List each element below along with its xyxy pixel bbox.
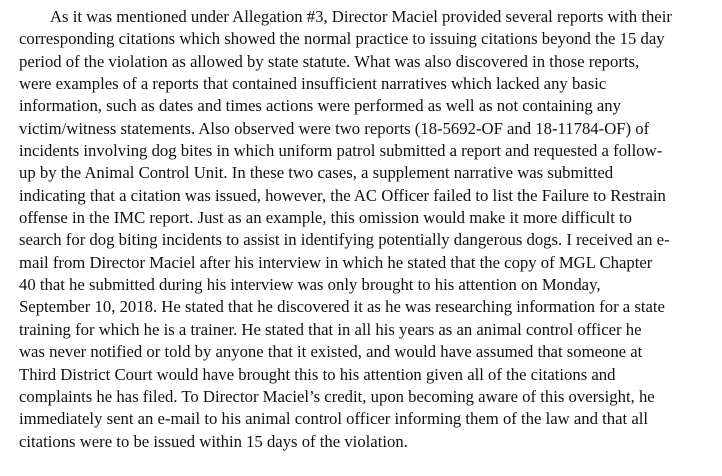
paragraph-line-5: information, such as dates and times actions were performed as well as not containing any <box>19 96 621 116</box>
paragraph-line-9: indicating that a citation was issued, however, the AC Officer failed to list the Failure to Restrain <box>19 185 666 205</box>
paragraph-line-7: incidents involving dog bites in which uniform patrol submitted a report and requested a follow- <box>19 141 663 161</box>
paragraph-line-1: As it was mentioned under Allegation #3, Director Maciel provided several reports with their <box>50 7 672 26</box>
paragraph-line-14: September 10, 2018. He stated that he discovered it as he was researching information for a state <box>19 297 665 317</box>
body-paragraph <box>19 6 718 453</box>
paragraph-line-20: citations were to be issued within 15 days of the violation. <box>19 431 408 451</box>
paragraph-line-2: corresponding citations which showed the normal practice to issuing citations beyond the 15 day <box>19 29 665 49</box>
paragraph-line-11: search for dog biting incidents to assist in identifying potentially dangerous dogs. I received an e- <box>19 230 670 250</box>
paragraph-line-3: period of the violation as allowed by state statute. What was also discovered in those reports, <box>19 51 640 71</box>
paragraph-line-6: victim/witness statements. Also observed were two reports (18-5692-OF and 18-11784-OF) of <box>19 118 650 138</box>
paragraph-line-4: were examples of a reports that contained insufficient narratives which lacked any basic <box>19 74 607 94</box>
paragraph-line-15: training for which he is a trainer. He stated that in all his years as an animal control officer he <box>19 319 642 339</box>
paragraph-line-17: Third District Court would have brought this to his attention given all of the citations and <box>19 364 616 384</box>
paragraph-line-16: was never notified or told by anyone that it existed, and would have assumed that someone at <box>19 342 643 362</box>
paragraph-line-19: immediately sent an e-mail to his animal control officer informing them of the law and that all <box>19 409 648 429</box>
paragraph-line-13: 40 that he submitted during his interview was only brought to his attention on Monday, <box>19 275 601 295</box>
paragraph-line-10: offense in the IMC report. Just as an example, this omission would make it more difficult to <box>19 208 633 228</box>
paragraph-line-12: mail from Director Maciel after his interview in which he stated that the copy of MGL Chapter <box>19 252 653 272</box>
paragraph-line-8: up by the Animal Control Unit. In these two cases, a supplement narrative was submitted <box>19 163 614 183</box>
paragraph-line-18: complaints he has filed. To Director Maciel’s credit, upon becoming aware of this oversight, he <box>19 386 655 406</box>
